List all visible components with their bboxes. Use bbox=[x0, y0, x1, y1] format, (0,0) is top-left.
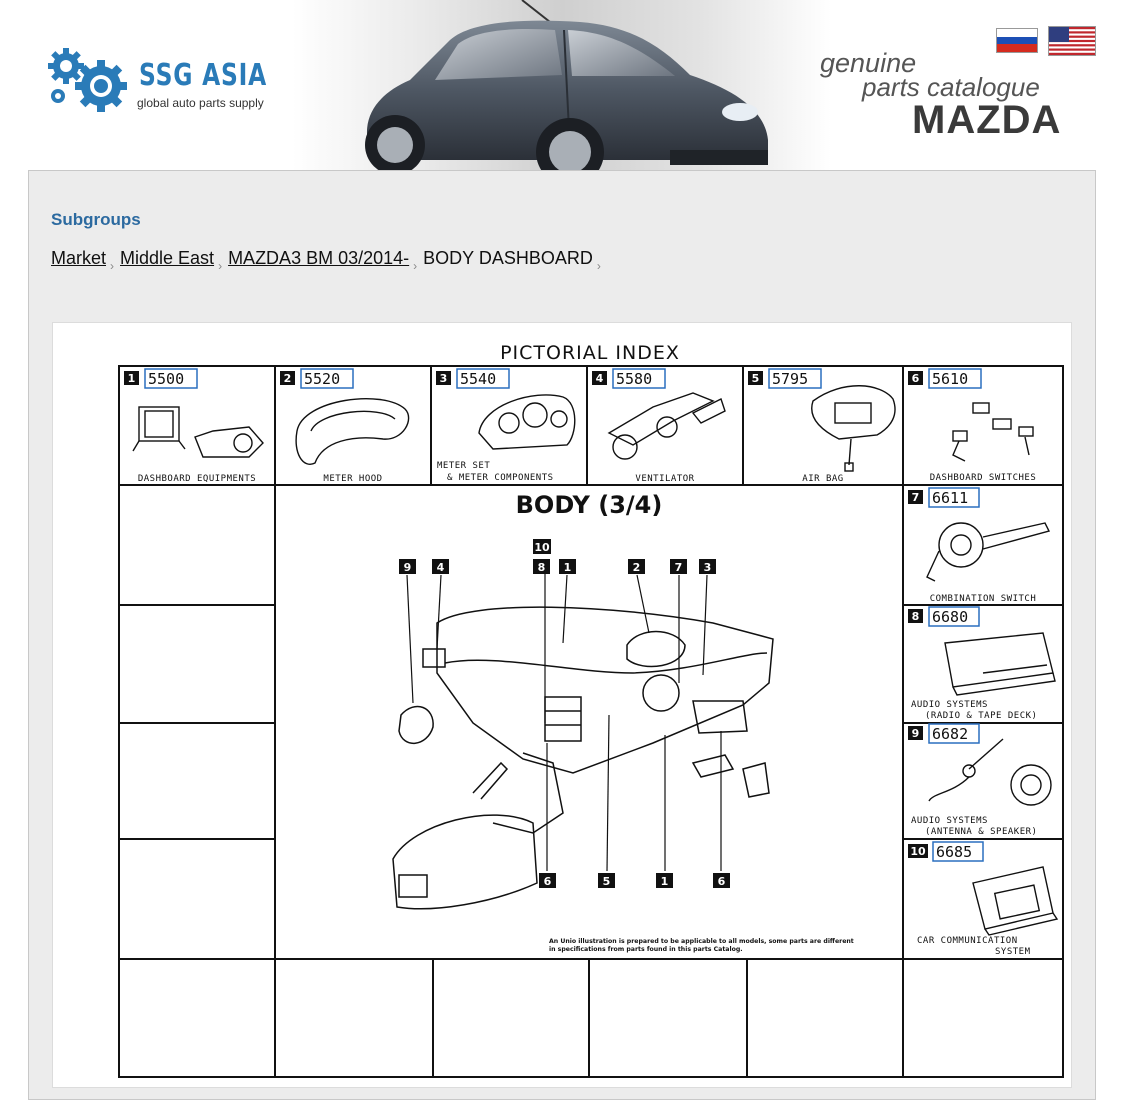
subgroup-label: AUDIO SYSTEMS bbox=[911, 816, 988, 826]
subgroup-code[interactable]: 5795 bbox=[772, 370, 809, 388]
subgroup-code[interactable]: 5610 bbox=[932, 370, 969, 388]
subgroup-code[interactable]: 5500 bbox=[148, 370, 185, 388]
ssg-asia-logo[interactable] bbox=[44, 44, 284, 114]
leader-line bbox=[637, 575, 649, 633]
subgroup-number: 2 bbox=[283, 372, 292, 385]
callout-10[interactable] bbox=[533, 539, 551, 554]
usa-flag-icon[interactable] bbox=[1048, 26, 1096, 56]
subgroup-label-line2: (RADIO & TAPE DECK) bbox=[925, 711, 1038, 721]
breadcrumb-region[interactable]: Middle East bbox=[120, 248, 215, 268]
leader-line bbox=[703, 575, 707, 675]
subgroup-label: COMBINATION SWITCH bbox=[929, 594, 1037, 604]
dashboard-equipment-drawing bbox=[133, 407, 263, 457]
diagram-note-line2: in specifications from parts found in this parts Catalog. bbox=[549, 946, 743, 953]
callout-4[interactable] bbox=[432, 559, 449, 574]
subgroup-tile-4[interactable] bbox=[592, 369, 725, 484]
subgroup-label: AUDIO SYSTEMS bbox=[911, 700, 988, 710]
callout-6-lower[interactable] bbox=[713, 873, 730, 888]
subgroup-label: METER HOOD bbox=[323, 474, 383, 484]
car-image bbox=[340, 0, 780, 172]
callout-1[interactable] bbox=[559, 559, 576, 574]
gears-logo-icon bbox=[44, 44, 139, 114]
subgroup-label: METER SET bbox=[437, 461, 491, 471]
tagline-genuine: genuine bbox=[820, 48, 917, 78]
subgroup-label: AIR BAG bbox=[802, 474, 844, 484]
subgroup-tile-8[interactable] bbox=[908, 607, 1055, 721]
subgroup-code[interactable]: 6682 bbox=[932, 725, 969, 743]
diagram-grid bbox=[119, 366, 1063, 1077]
subgroup-code[interactable]: 6680 bbox=[932, 608, 969, 626]
russia-flag-icon[interactable] bbox=[996, 28, 1038, 53]
breadcrumb bbox=[51, 248, 607, 273]
leader-line bbox=[607, 715, 609, 871]
breadcrumb-model[interactable]: MAZDA3 BM 03/2014- bbox=[228, 248, 410, 268]
callout-number: 10 bbox=[534, 541, 550, 554]
navigation-unit-drawing bbox=[973, 867, 1057, 935]
tagline-parts-catalogue: parts catalogue bbox=[862, 72, 1040, 102]
subgroup-tile-2[interactable] bbox=[280, 369, 409, 484]
subgroup-number: 3 bbox=[439, 372, 448, 385]
callout-8[interactable] bbox=[533, 559, 550, 574]
dashboard-illustration bbox=[393, 607, 773, 909]
callout-number: 2 bbox=[632, 561, 641, 574]
subgroup-code[interactable]: 5520 bbox=[304, 370, 341, 388]
subgroup-tile-3[interactable] bbox=[436, 369, 575, 483]
subgroup-tile-7[interactable] bbox=[908, 488, 1049, 604]
logo-name: SSG ASIA bbox=[139, 58, 268, 93]
callout-5[interactable] bbox=[598, 873, 615, 888]
subgroup-number: 9 bbox=[911, 727, 920, 740]
breadcrumb-separator: › bbox=[218, 259, 223, 273]
subgroup-tile-10[interactable] bbox=[908, 842, 1057, 957]
pictorial-index-card bbox=[52, 322, 1072, 1088]
breadcrumb-current: BODY DASHBOARD bbox=[423, 248, 593, 268]
callout-2[interactable] bbox=[628, 559, 645, 574]
ventilator-drawing bbox=[609, 393, 725, 459]
leader-line bbox=[407, 575, 413, 703]
breadcrumb-separator: › bbox=[413, 259, 418, 273]
subgroup-number: 8 bbox=[911, 610, 920, 623]
subgroup-code[interactable]: 6611 bbox=[932, 489, 969, 507]
callout-number: 6 bbox=[543, 875, 552, 888]
subgroup-code[interactable]: 6685 bbox=[936, 843, 973, 861]
callout-number: 8 bbox=[537, 561, 546, 574]
subgroup-tile-5[interactable] bbox=[748, 369, 895, 484]
subgroup-tile-9[interactable] bbox=[908, 724, 1051, 837]
subgroup-number: 1 bbox=[127, 372, 136, 385]
subgroup-label: VENTILATOR bbox=[635, 474, 695, 484]
callout-number: 5 bbox=[602, 875, 611, 888]
callout-number: 4 bbox=[436, 561, 445, 574]
pictorial-index-diagram bbox=[53, 323, 1071, 1087]
subgroup-number: 7 bbox=[911, 491, 920, 504]
subgroup-code[interactable]: 5540 bbox=[460, 370, 497, 388]
subgroup-tile-1[interactable] bbox=[124, 369, 263, 484]
callout-number: 3 bbox=[703, 561, 712, 574]
callout-6[interactable] bbox=[539, 873, 556, 888]
antenna-speaker-drawing bbox=[929, 739, 1051, 805]
subgroup-label-line2: (ANTENNA & SPEAKER) bbox=[925, 827, 1038, 837]
callout-1-lower[interactable] bbox=[656, 873, 673, 888]
callout-7[interactable] bbox=[670, 559, 687, 574]
subgroup-label: CAR COMMUNICATION bbox=[917, 936, 1018, 946]
callout-number: 6 bbox=[717, 875, 726, 888]
subgroup-tile-6[interactable] bbox=[908, 369, 1036, 483]
callout-3[interactable] bbox=[699, 559, 716, 574]
breadcrumb-separator: › bbox=[596, 259, 601, 273]
breadcrumb-separator: › bbox=[110, 259, 115, 273]
callout-number: 1 bbox=[660, 875, 669, 888]
diagram-note-line1: An Unio illustration is prepared to be applicable to all models, some parts are different bbox=[549, 938, 854, 945]
subgroup-label-line2: SYSTEM bbox=[995, 947, 1031, 957]
diagram-subtitle: BODY (3/4) bbox=[515, 491, 663, 519]
dashboard-switches-drawing bbox=[953, 403, 1033, 461]
subgroup-code[interactable]: 5580 bbox=[616, 370, 653, 388]
radio-deck-drawing bbox=[945, 633, 1055, 695]
diagram-title: PICTORIAL INDEX bbox=[500, 342, 680, 364]
logo-tagline: global auto parts supply bbox=[137, 96, 264, 110]
callout-number: 1 bbox=[563, 561, 572, 574]
brand-name: MAZDA bbox=[912, 98, 1062, 142]
meter-hood-drawing bbox=[296, 399, 408, 465]
subgroup-number: 6 bbox=[911, 372, 920, 385]
callout-number: 9 bbox=[403, 561, 412, 574]
subgroup-number: 5 bbox=[751, 372, 760, 385]
subgroup-label-line2: & METER COMPONENTS bbox=[447, 473, 554, 483]
breadcrumb-market[interactable]: Market bbox=[51, 248, 107, 268]
site-header bbox=[0, 0, 1124, 172]
callout-9[interactable] bbox=[399, 559, 416, 574]
combination-switch-drawing bbox=[927, 523, 1049, 581]
subgroup-number: 10 bbox=[910, 845, 926, 858]
subgroup-label: DASHBOARD SWITCHES bbox=[929, 473, 1037, 483]
section-title: Subgroups bbox=[51, 210, 141, 229]
leader-line bbox=[437, 575, 441, 649]
subgroup-label: DASHBOARD EQUIPMENTS bbox=[137, 474, 257, 484]
meter-set-drawing bbox=[479, 395, 575, 449]
leader-line bbox=[563, 575, 567, 643]
air-bag-drawing bbox=[812, 386, 895, 471]
subgroup-number: 4 bbox=[595, 372, 604, 385]
callout-number: 7 bbox=[674, 561, 683, 574]
